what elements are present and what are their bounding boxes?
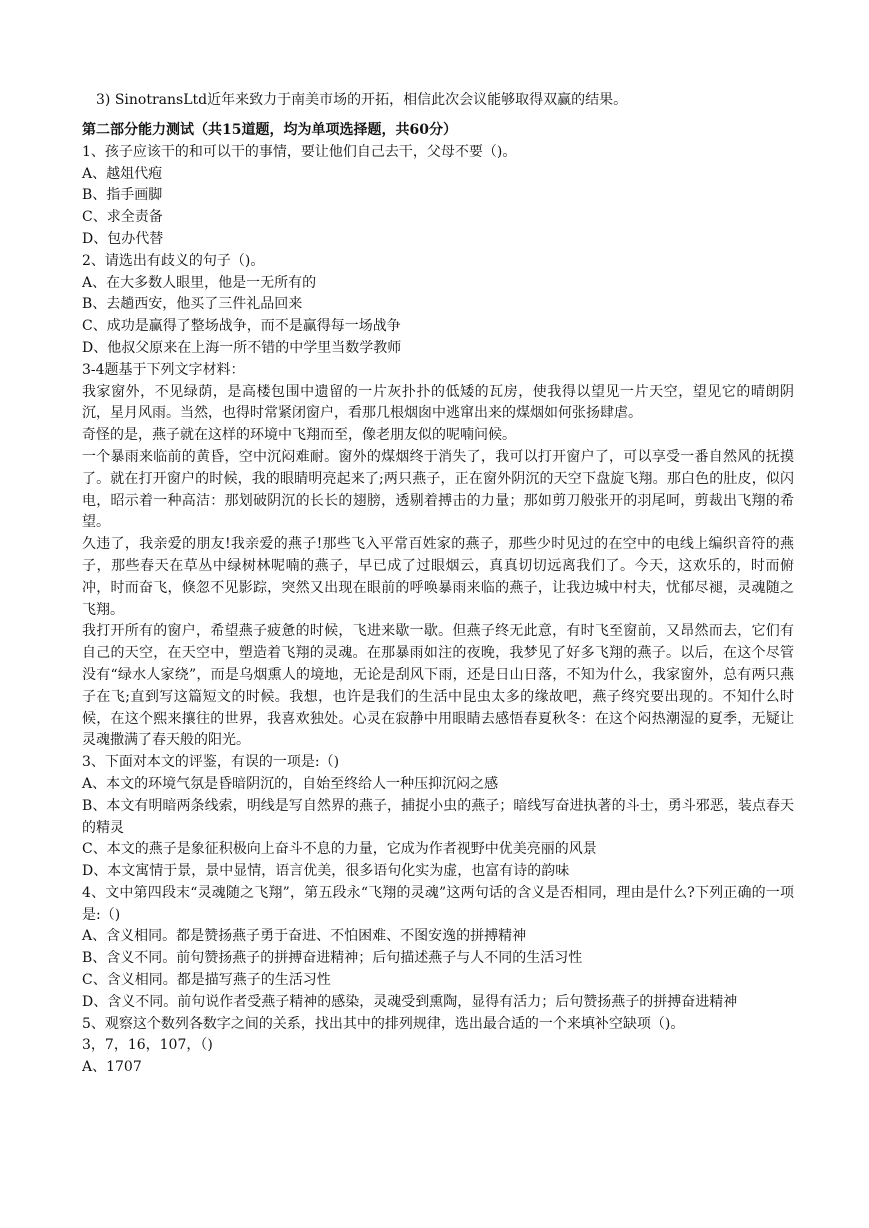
question-2-option-a: A、在大多数人眼里，他是一无所有的 [82, 274, 317, 291]
question-3-stem: 3、下面对本文的评鉴，有误的一项是:（) [82, 754, 340, 771]
list-item-3: 3) SinotransLtd近年来致力于南美市场的开拓，相信此次会议能够取得双赢的结果。 [96, 92, 628, 108]
passage-paragraph-4: 久违了，我亲爱的朋友!我亲爱的燕子!那些飞入平常百姓家的燕子，那些少时见过的在空中的电线上编织音符的燕子，那些春天在草丛中绿树林呢喃的燕子，早已成了过眼烟云，真真切切远离我们了。今天，这欢乐的，时而俯冲，时而奋飞，倏忽不见影踪，突然又出现在眼前的呼唤暴雨来临的燕子，让我边城中村夫，忧郁尽褪，灵魂随之飞翔。 [82, 536, 794, 618]
question-3-option-d: D、本文寓情于景，景中显情，语言优美，很多语句化实为虚，也富有诗的韵味 [82, 863, 570, 880]
question-3-option-b: B、本文有明暗两条线索，明线是写自然界的燕子，捕捉小虫的燕子；暗线写奋进执著的斗士，勇斗邪恶，装点春天的精灵 [82, 797, 794, 836]
question-4-option-d: D、含义不同。前句说作者受燕子精神的感染，灵魂受到熏陶，显得有活力；后句赞扬燕子的拼搏奋进精神 [82, 993, 738, 1010]
question-2-option-b: B、去趟西安，他买了三件礼品回来 [82, 296, 303, 313]
question-1-stem: 1、孩子应该干的和可以干的事情，要让他们自己去干，父母不要（)。 [82, 143, 517, 160]
question-1-option-b: B、指手画脚 [82, 187, 163, 204]
passage-paragraph-3: 一个暴雨来临前的黄昏，空中沉闷难耐。窗外的煤烟终于消失了，我可以打开窗户了，可以享受一番自然风的抚摸了。就在打开窗户的时候，我的眼睛明亮起来了;两只燕子，正在窗外阴沉的天空下盘旋飞翔。那白色的肚皮，似闪电，昭示着一种高洁：那划破阴沉的长长的翅膀，透剔着搏击的力量；那如剪刀般张开的羽尾呵，剪裁出飞翔的希望。 [82, 448, 794, 531]
question-4-option-c: C、含义相同。都是描写燕子的生活习性 [82, 972, 331, 989]
question-2-option-c: C、成功是赢得了整场战争，而不是赢得每一场战争 [82, 318, 401, 335]
question-5-stem: 5、观察这个数列各数字之间的关系，找出其中的排列规律，选出最合适的一个来填补空缺项（)。 [82, 1015, 685, 1032]
question-1-option-a: A、越俎代疱 [82, 165, 163, 182]
question-5-option-a: A、1707 [82, 1059, 142, 1076]
question-4-option-b: B、含义不同。前句赞扬燕子的拼搏奋进精神；后句描述燕子与人不同的生活习性 [82, 950, 583, 967]
section-title: 第二部分能力测试（共15道题，均为单项选择题，共60分） [82, 122, 457, 138]
question-4-stem: 4、文中第四段末“灵魂随之飞翔”，第五段永“飞翔的灵魂”这两句话的含义是否相同，理由是什么?下列正确的一项是:（) [82, 884, 794, 923]
passage-intro: 3-4题基于下列文字材料： [82, 361, 245, 378]
question-3-option-c: C、本文的燕子是象征积极向上奋斗不息的力量，它成为作者视野中优美亮丽的风景 [82, 841, 597, 858]
question-5-sequence: 3，7，16，107，（) [82, 1037, 213, 1054]
document-body [82, 120, 794, 1079]
question-1-option-c: C、求全责备 [82, 209, 163, 226]
question-2-stem: 2、请选出有歧义的句子（)。 [82, 252, 265, 269]
question-2-option-d: D、他叔父原来在上海一所不错的中学里当数学教师 [82, 339, 402, 356]
question-4-option-a: A、含义相同。都是赞扬燕子勇于奋进、不怕困难、不图安逸的拼搏精神 [82, 928, 527, 945]
passage-paragraph-1: 我家窗外，不见绿荫，是高楼包围中遗留的一片灰扑扑的低矮的瓦房，使我得以望见一片天空，望见它的晴朗阴沉，星月风雨。当然，也得时常紧闭窗户，看那几根烟囱中逃窜出来的煤烟如何张扬肆虐。 [82, 383, 794, 422]
passage-paragraph-2: 奇怪的是，燕子就在这样的环境中飞翔而至，像老朋友似的呢喃问候。 [82, 427, 516, 444]
passage-paragraph-5: 我打开所有的窗户，希望燕子疲惫的时候，飞进来歇一歇。但燕子终无此意，有时飞至窗前，又昂然而去，它们有自己的天空，在天空中，塑造着飞翔的灵魂。在那暴雨如注的夜晚，我梦见了好多飞翔的燕子。以后，在这个尽管没有“绿水人家绕”，而是乌烟熏人的境地，无论是刮风下雨，还是日山日落，不知为什么，我家窗外，总有两只燕子在飞;直到写这篇短文的时候。我想，也许是我们的生活中昆虫太多的缘故吧，燕子终究要出现的。不知什么时候，在这个熙来攘往的世界，我喜欢独处。心灵在寂静中用眼睛去感悟春夏秋冬：在这个闷热潮湿的夏季，无疑让灵魂撒满了春天般的阳光。 [82, 623, 794, 749]
question-3-option-a: A、本文的环境气氛是昏暗阴沉的，自始至终给人一种压抑沉闷之感 [82, 775, 499, 792]
question-1-option-d: D、包办代替 [82, 230, 164, 247]
